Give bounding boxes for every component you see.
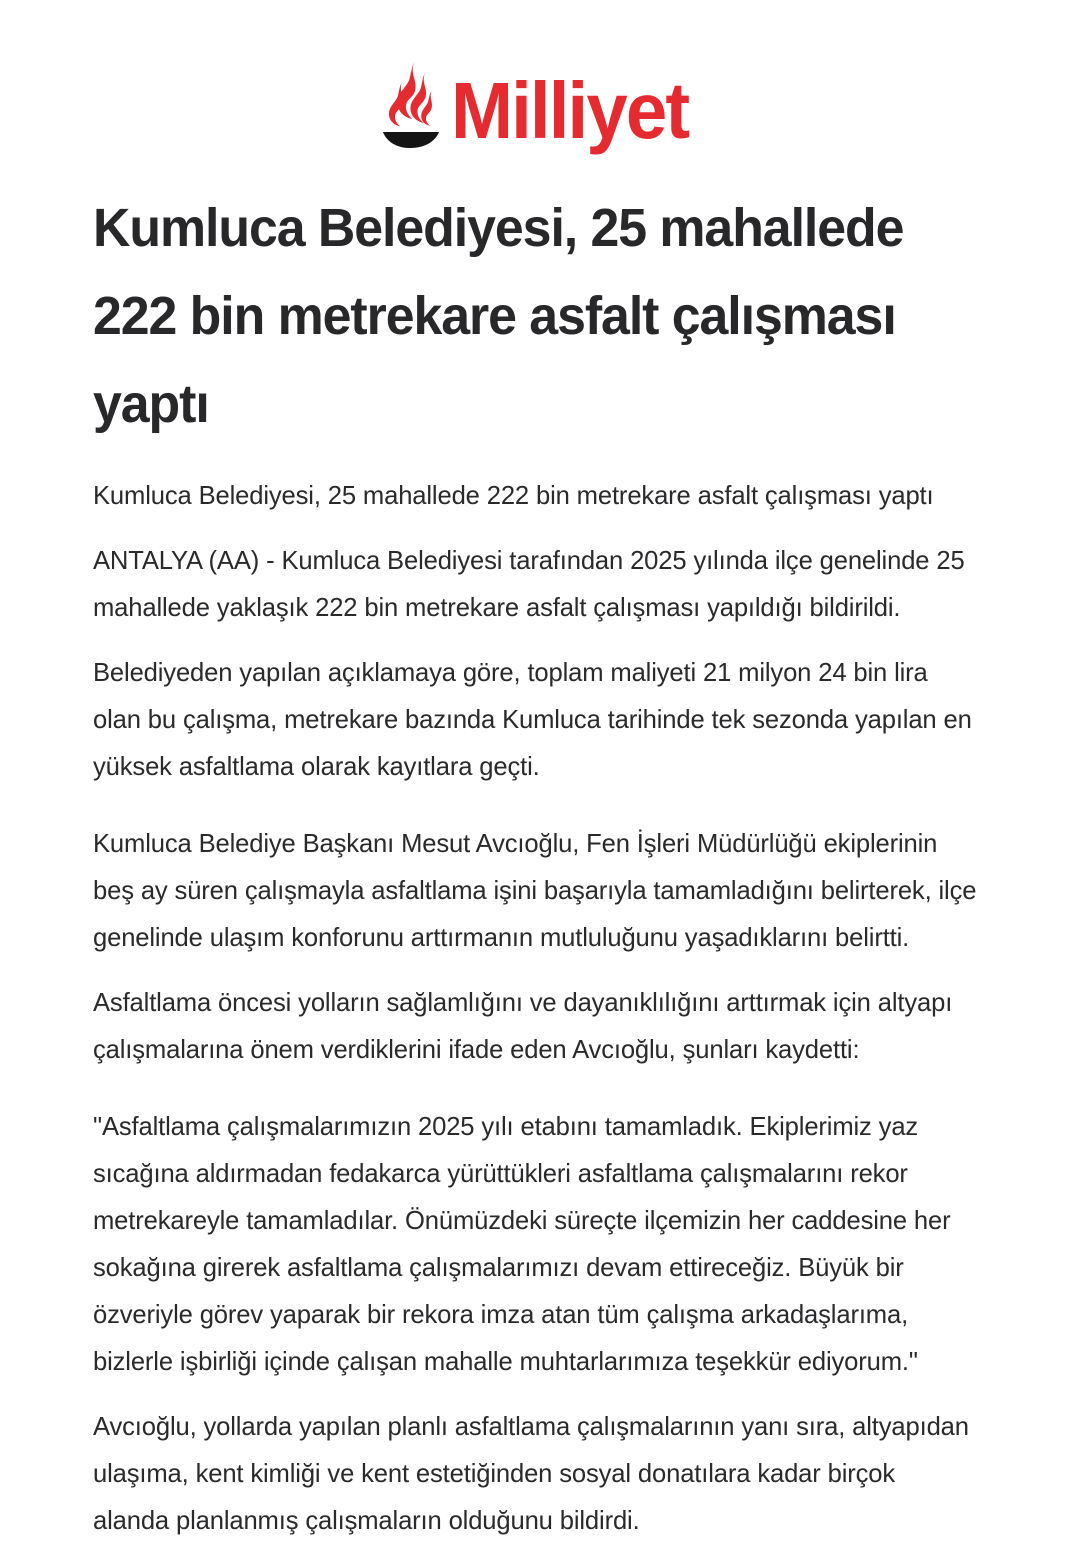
article-body	[0, 184, 1080, 1544]
article-paragraph: Kumluca Belediye Başkanı Mesut Avcıoğlu, Fen İşleri Müdürlüğü ekiplerinin beş ay süren çalışmayla asfaltlama işini başarıyla tamamladığını belirterek, ilçe genelinde ulaşım konforunu arttırmanın mutluluğunu yaşadıklarını belirtti.	[93, 828, 977, 952]
article-paragraph: Belediyeden yapılan açıklamaya göre, toplam maliyeti 21 milyon 24 bin lira olan bu çalışma, metrekare bazında Kumluca tarihinde tek sezonda yapılan en yüksek asfaltlama olarak kayıtlara geçti.	[93, 657, 972, 781]
page-title: Kumluca Belediyesi, 25 mahallede 222 bin metrekare asfalt çalışması yaptı	[93, 198, 904, 434]
article-quote-paragraph: "Asfaltlama çalışmalarımızın 2025 yılı etabını tamamladık. Ekiplerimiz yaz sıcağına aldırmadan fedakarca yürüttükleri asfaltlama çalışmalarını rekor metrekareyle tamamladılar. Önümüzdeki süreçte ilçemizin her caddesine her sokağına girerek asfaltlama çalışmalarımızı devam ettireceğiz. Büyük bir özveriyle görev yaparak bir rekora imza atan tüm çalışma arkadaşlarıma, bizlerle işbirliği içinde çalışan mahalle muhtarlarımıza teşekkür ediyorum."	[93, 1111, 951, 1376]
flame-lamp-icon	[373, 58, 445, 150]
article-paragraph: Avcıoğlu, yollarda yapılan planlı asfaltlama çalışmalarının yanı sıra, altyapıdan ulaşıma, kent kimliği ve kent estetiğinden sosyal donatılara kadar birçok alanda planlanmış çalışmaların olduğunu bildirdi.	[93, 1411, 969, 1535]
site-masthead	[0, 0, 1080, 156]
article-paragraph: ANTALYA (AA) - Kumluca Belediyesi tarafından 2025 yılında ilçe genelinde 25 mahallede yaklaşık 222 bin metrekare asfalt çalışması yapıldığı bildirildi.	[93, 545, 965, 622]
article-paragraph: Asfaltlama öncesi yolların sağlamlığını ve dayanıklılığını arttırmak için altyapı çalışmalarına önem verdiklerini ifade eden Avcıoğlu, şunları kaydetti:	[93, 987, 953, 1064]
milliyet-logo[interactable]	[373, 58, 706, 156]
article-summary: Kumluca Belediyesi, 25 mahallede 222 bin metrekare asfalt çalışması yaptı	[93, 480, 934, 510]
article-text	[93, 472, 990, 1544]
logo-wordmark: Milliyet	[451, 66, 689, 156]
